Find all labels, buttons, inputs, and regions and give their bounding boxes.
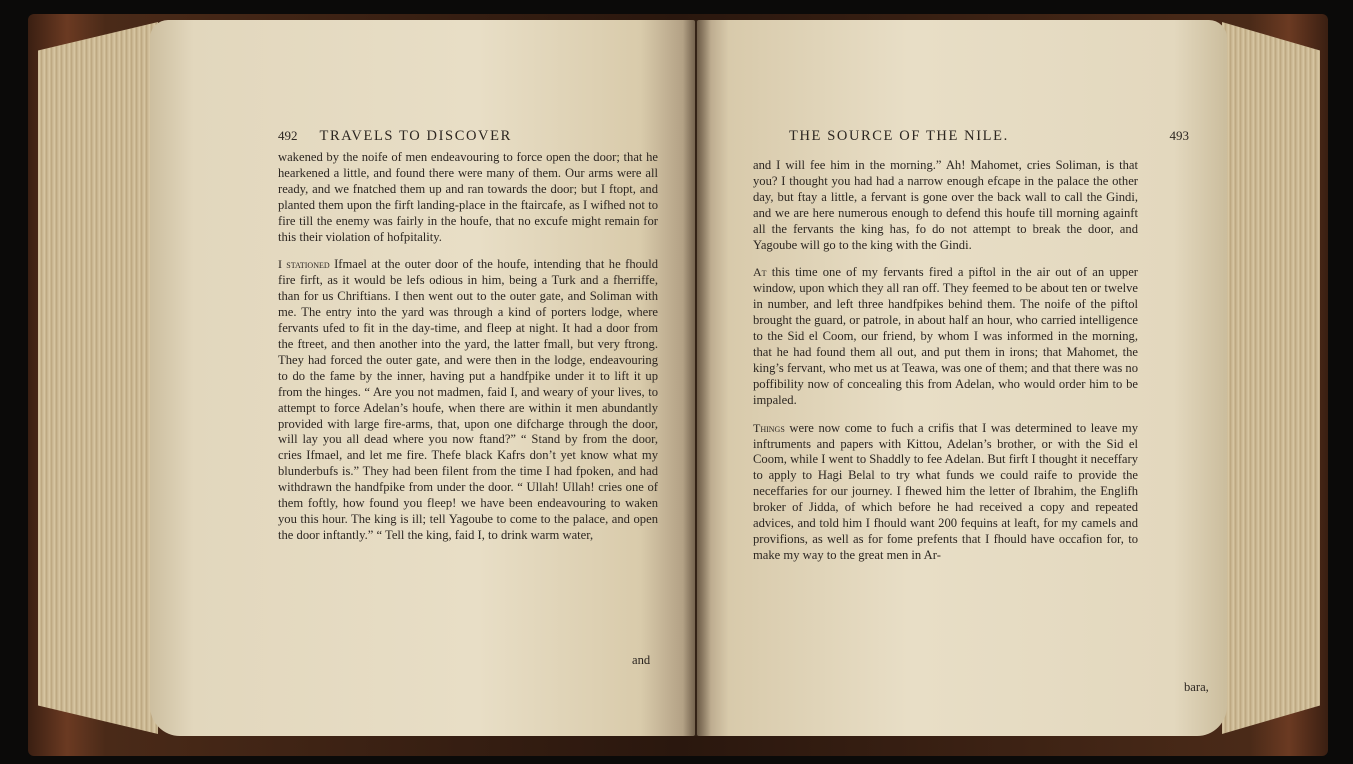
right-running-head: THE SOURCE OF THE NILE.	[789, 128, 1009, 144]
right-paragraph-1-text: and I will fee him in the morning.” Ah! Mahomet, cries Soliman, is that you? I thought you had had a narrow enough efcape in the palace the other day, but ftay a little, a fervant is gone over the back wall to call the Gindi, and we are here numerous enough to defend this houfe till morning againft all the fervants the king has, fo do not attempt to break the door, and Yagoube will go to the king with the Gindi.	[753, 158, 1138, 252]
left-paragraph-1	[278, 150, 658, 245]
left-paragraph-2-lead: I stationed	[278, 257, 330, 272]
right-paragraph-1	[753, 158, 1138, 253]
left-page	[150, 20, 695, 736]
right-page-header	[789, 128, 1189, 145]
left-catchword: and	[632, 653, 651, 667]
page-edges-left	[38, 22, 158, 734]
right-paragraph-3	[753, 421, 1138, 564]
left-paragraph-2-text: Ifmael at the outer door of the houfe, intending that he fhould fire firft, as it would be lefs odious in him, being a Turk and a fherriffe, than for us Chriftians. I then went out to the outer gate, and Soliman with me. The entry into the yard was through a kind of porters lodge, where fervants ufed to fit in the day-time, and fleep at night. It had a door from the ftreet, and then another into the yard, the latter fmall, but very ftrong. They had forced the outer gate, and were then in the lodge, endeavouring to do the fame by the inner, having put a handfpike under it to lift it up from the hinges. “ Are you not madmen, faid I, and weary of your lives, to attempt to force Adelan’s houfe, when there are within it men abundantly provided with large fire-arms, that, upon one difcharge through the door, will lay you all dead where you now ftand?” “ Stand by from the door, cries Ifmael, and let me fire. Thefe black Kafrs don’t yet know what my blunderbufs is.” They had been filent from the time I had fpoken, and had withdrawn the handfpike from under the door. “ Ullah! Ullah! cries one of them foftly, how found you fleep! we have been endeavouring to waken you this hour. The king is ill; tell Yagoube to come to the palace, and open the door inftantly.” “ Tell the king, faid I, to drink warm water,	[278, 257, 659, 542]
left-page-number: 492	[278, 128, 298, 143]
right-page-number: 493	[1169, 128, 1189, 143]
right-page-body	[753, 158, 1138, 564]
right-paragraph-2	[753, 265, 1138, 408]
left-page-header	[278, 128, 678, 145]
left-paragraph-1-text: wakened by the noife of men endeavouring to force open the door; that he hearkened a little, and found there were many of them. Our arms were all ready, and we fnatched them up and ran towards the door; but I ftopt, and planted them upon the firft landing-place in the ftaircafe, as I wifhed not to fire till the enemy was fairly in the houfe, that no excufe might remain for this their violation of hofpitality.	[278, 150, 658, 244]
left-running-head: TRAVELS TO DISCOVER	[319, 128, 512, 144]
book-gutter-shadow	[683, 20, 711, 736]
left-paragraph-2	[278, 257, 658, 543]
page-edges-right	[1222, 22, 1320, 734]
right-paragraph-2-text: this time one of my fervants fired a piftol in the air out of an upper window, upon which they all ran off. They feemed to be about ten or twelve in number, and left three handfpikes behind them. The noife of the piftol brought the guard, or patrole, in about half an hour, who carried intelligence to the Sid el Coom, our friend, by whom I was informed in the morning, that he had found them all out, and put them in irons; that Mahomet, the king’s fervant, who met us at Teawa, was one of them; and that there was no poffibility now of concealing this from Adelan, who would order him to be impaled.	[753, 265, 1138, 407]
right-catchword: bara,	[1184, 680, 1209, 694]
left-page-body	[278, 150, 658, 544]
right-paragraph-3-text: were now come to fuch a crifis that I was determined to leave my inftruments and papers with Kittou, Adelan’s brother, or with the Sid el Coom, while I went to Shaddly to fee Adelan. But firft I thought it neceffary to apply to Hagi Belal to try what funds we could raife to provide the neceffaries for our journey. I fhewed him the letter of Ibrahim, the Englifh broker of Jidda, of which before he had received a copy and repeated advices, and told him I fhould want 200 fequins at leaft, for my camels and provifions, as well as for fome prefents that I fhould have occafion for, to make my way to the great men in Ar-	[753, 420, 1138, 562]
right-page	[697, 20, 1227, 736]
right-paragraph-2-lead: At	[753, 265, 767, 280]
right-paragraph-3-lead: Things	[753, 420, 785, 435]
